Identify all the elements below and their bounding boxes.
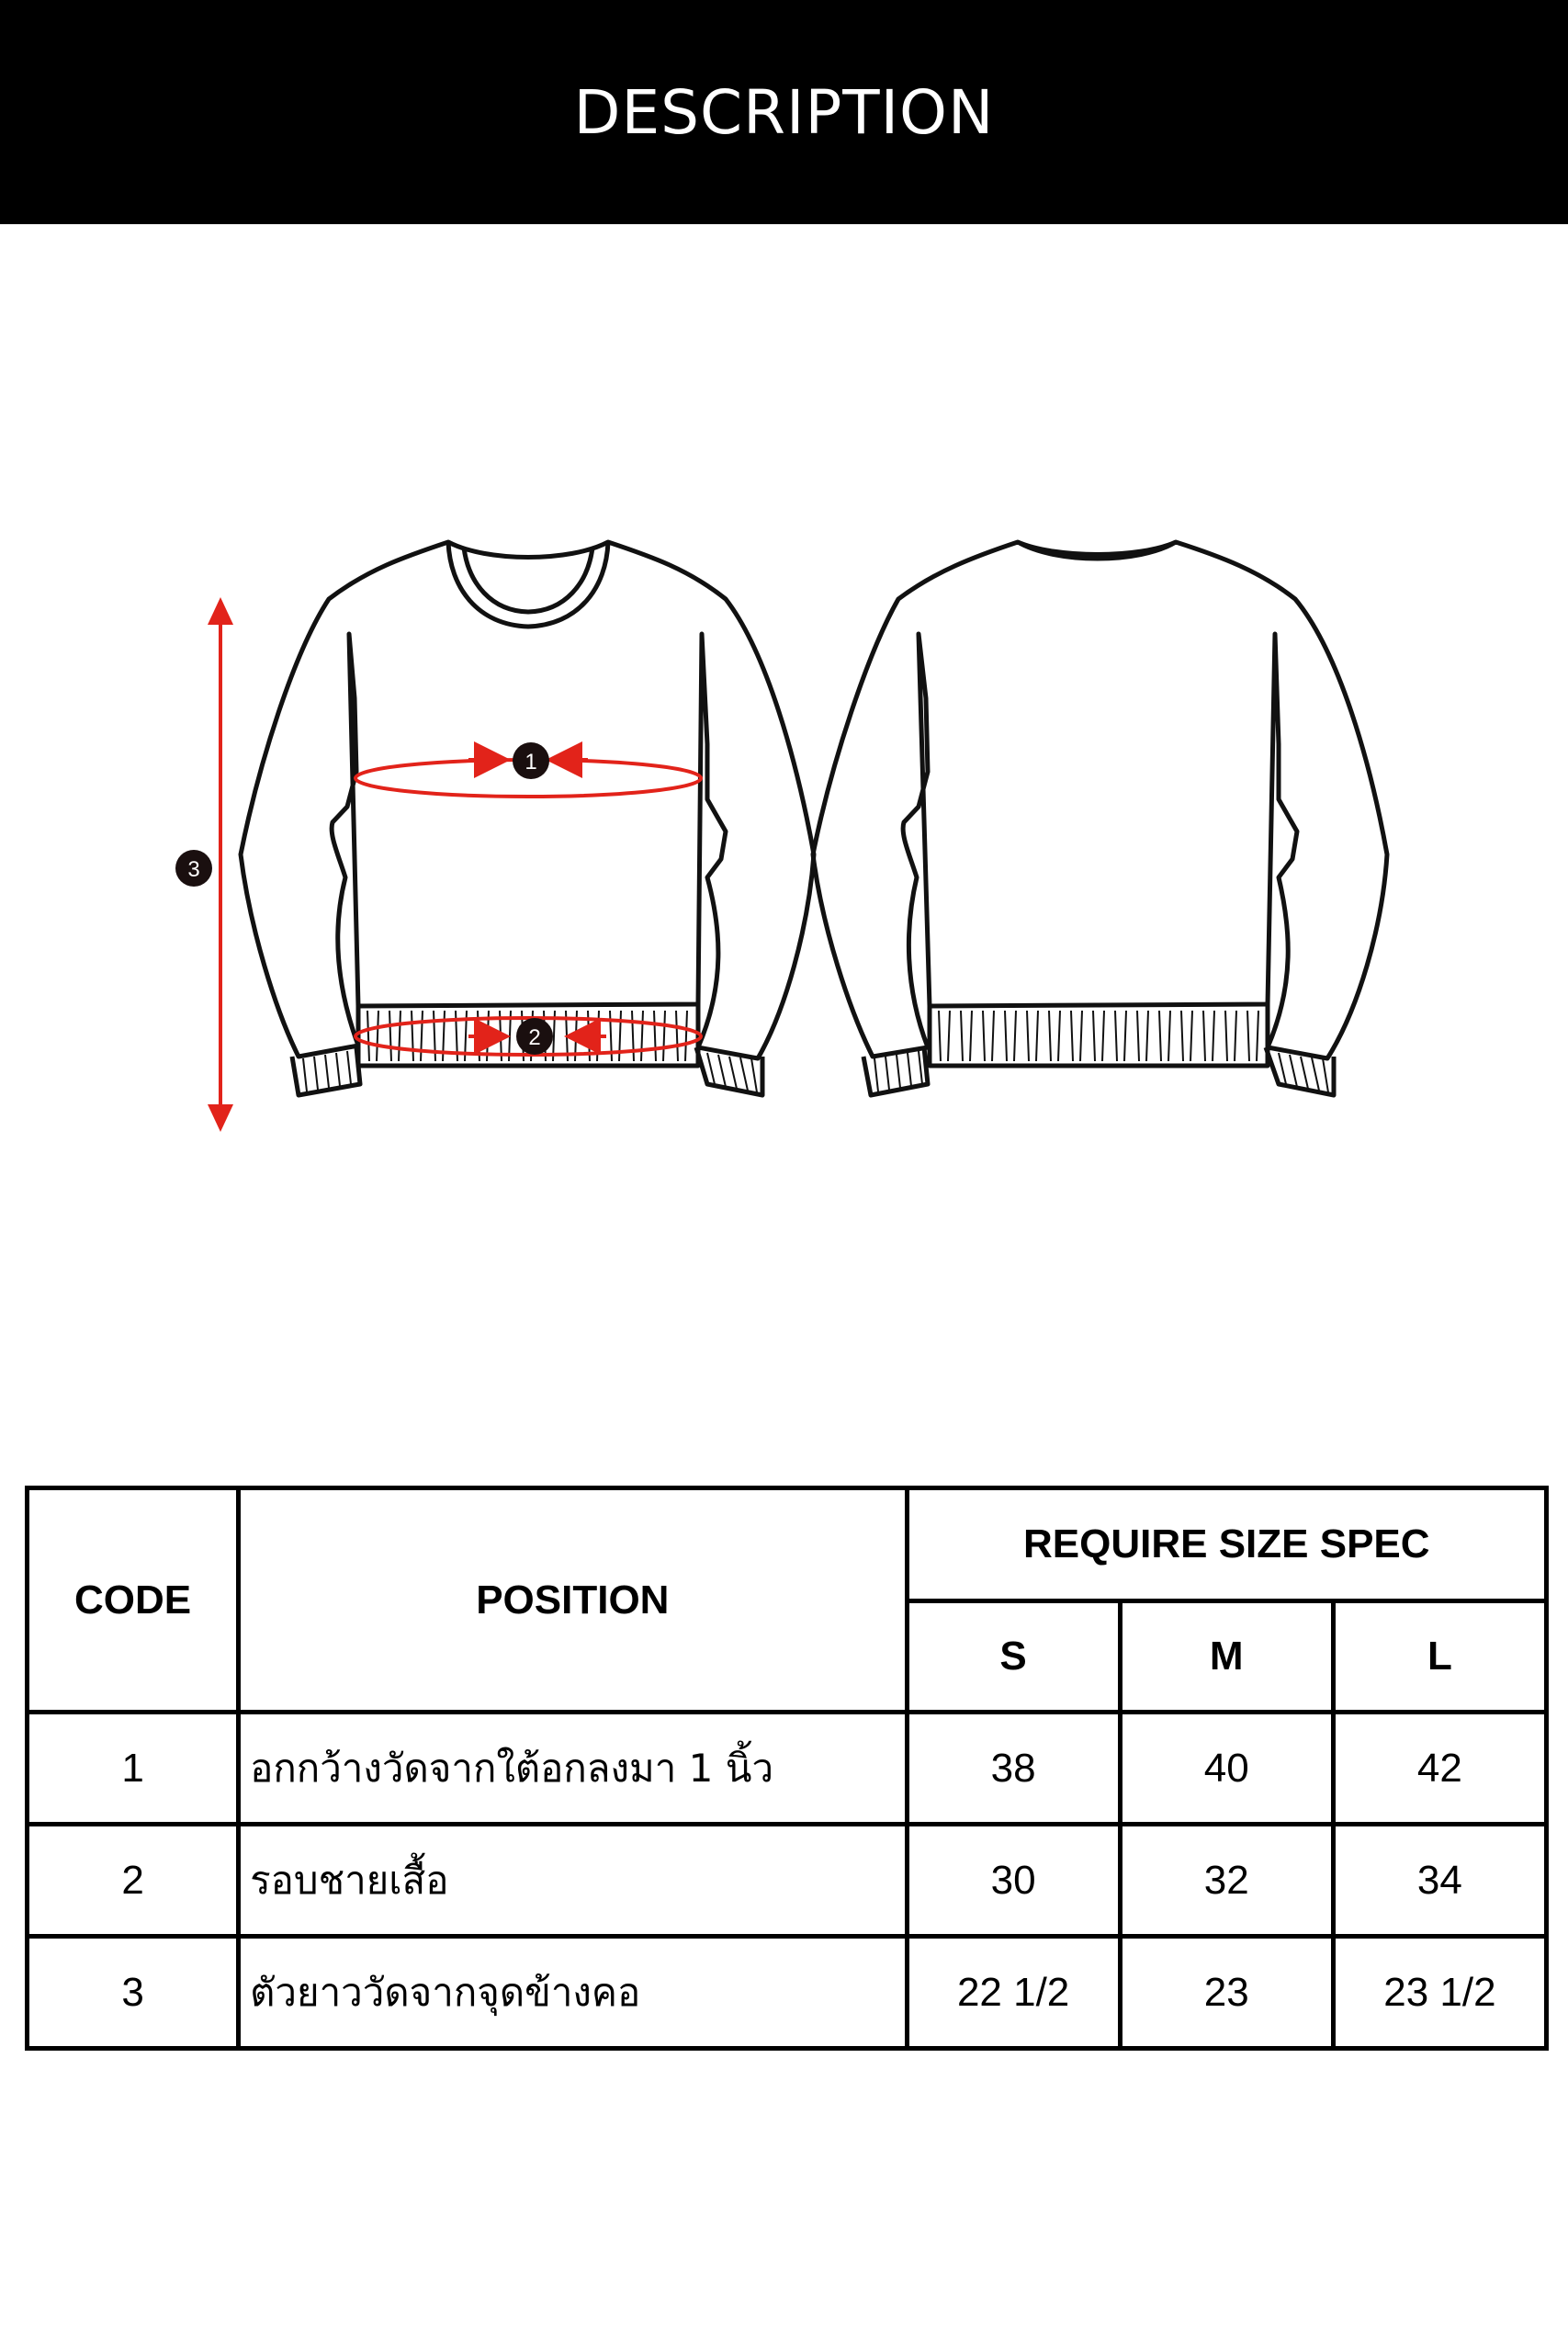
row-value-l: 34 — [1333, 1825, 1546, 1937]
sweatshirt-measurement-diagram — [0, 514, 1568, 1158]
row-value-m: 32 — [1120, 1825, 1333, 1937]
table-row — [28, 1825, 1547, 1937]
size-spec-table — [25, 1486, 1549, 2051]
row-code: 3 — [28, 1937, 239, 2049]
marker-2 — [516, 1018, 553, 1055]
row-position: ตัวยาววัดจากจุดข้างคอ — [239, 1937, 907, 2049]
row-value-s: 22 1/2 — [907, 1937, 1120, 2049]
row-value-l: 23 1/2 — [1333, 1937, 1546, 2049]
row-value-l: 42 — [1333, 1713, 1546, 1825]
size-l-header: L — [1333, 1601, 1546, 1713]
marker-3 — [175, 850, 212, 887]
size-m-header: M — [1120, 1601, 1333, 1713]
svg-text:1: 1 — [525, 750, 537, 775]
back-sweatshirt — [813, 542, 1387, 1095]
header-bar — [0, 0, 1568, 224]
back-rib-texture — [874, 1011, 1328, 1092]
row-value-m: 40 — [1120, 1713, 1333, 1825]
table-row — [28, 1713, 1547, 1825]
svg-text:3: 3 — [187, 857, 200, 882]
row-position: อกกว้างวัดจากใต้อกลงมา 1 นิ้ว — [239, 1713, 907, 1825]
code-header: CODE — [28, 1488, 239, 1713]
position-header: POSITION — [239, 1488, 907, 1713]
table-row — [28, 1937, 1547, 2049]
require-size-spec-header: REQUIRE SIZE SPEC — [907, 1488, 1546, 1601]
row-code: 2 — [28, 1825, 239, 1937]
marker-1 — [513, 742, 549, 779]
row-value-m: 23 — [1120, 1937, 1333, 2049]
row-value-s: 38 — [907, 1713, 1120, 1825]
front-sweatshirt — [241, 542, 814, 1095]
svg-text:2: 2 — [528, 1025, 541, 1050]
row-value-s: 30 — [907, 1825, 1120, 1937]
page-title: DESCRIPTION — [573, 76, 995, 148]
size-s-header: S — [907, 1601, 1120, 1713]
row-position: รอบชายเสื้อ — [239, 1825, 907, 1937]
row-code: 1 — [28, 1713, 239, 1825]
measurement-overlay — [220, 614, 701, 1112]
